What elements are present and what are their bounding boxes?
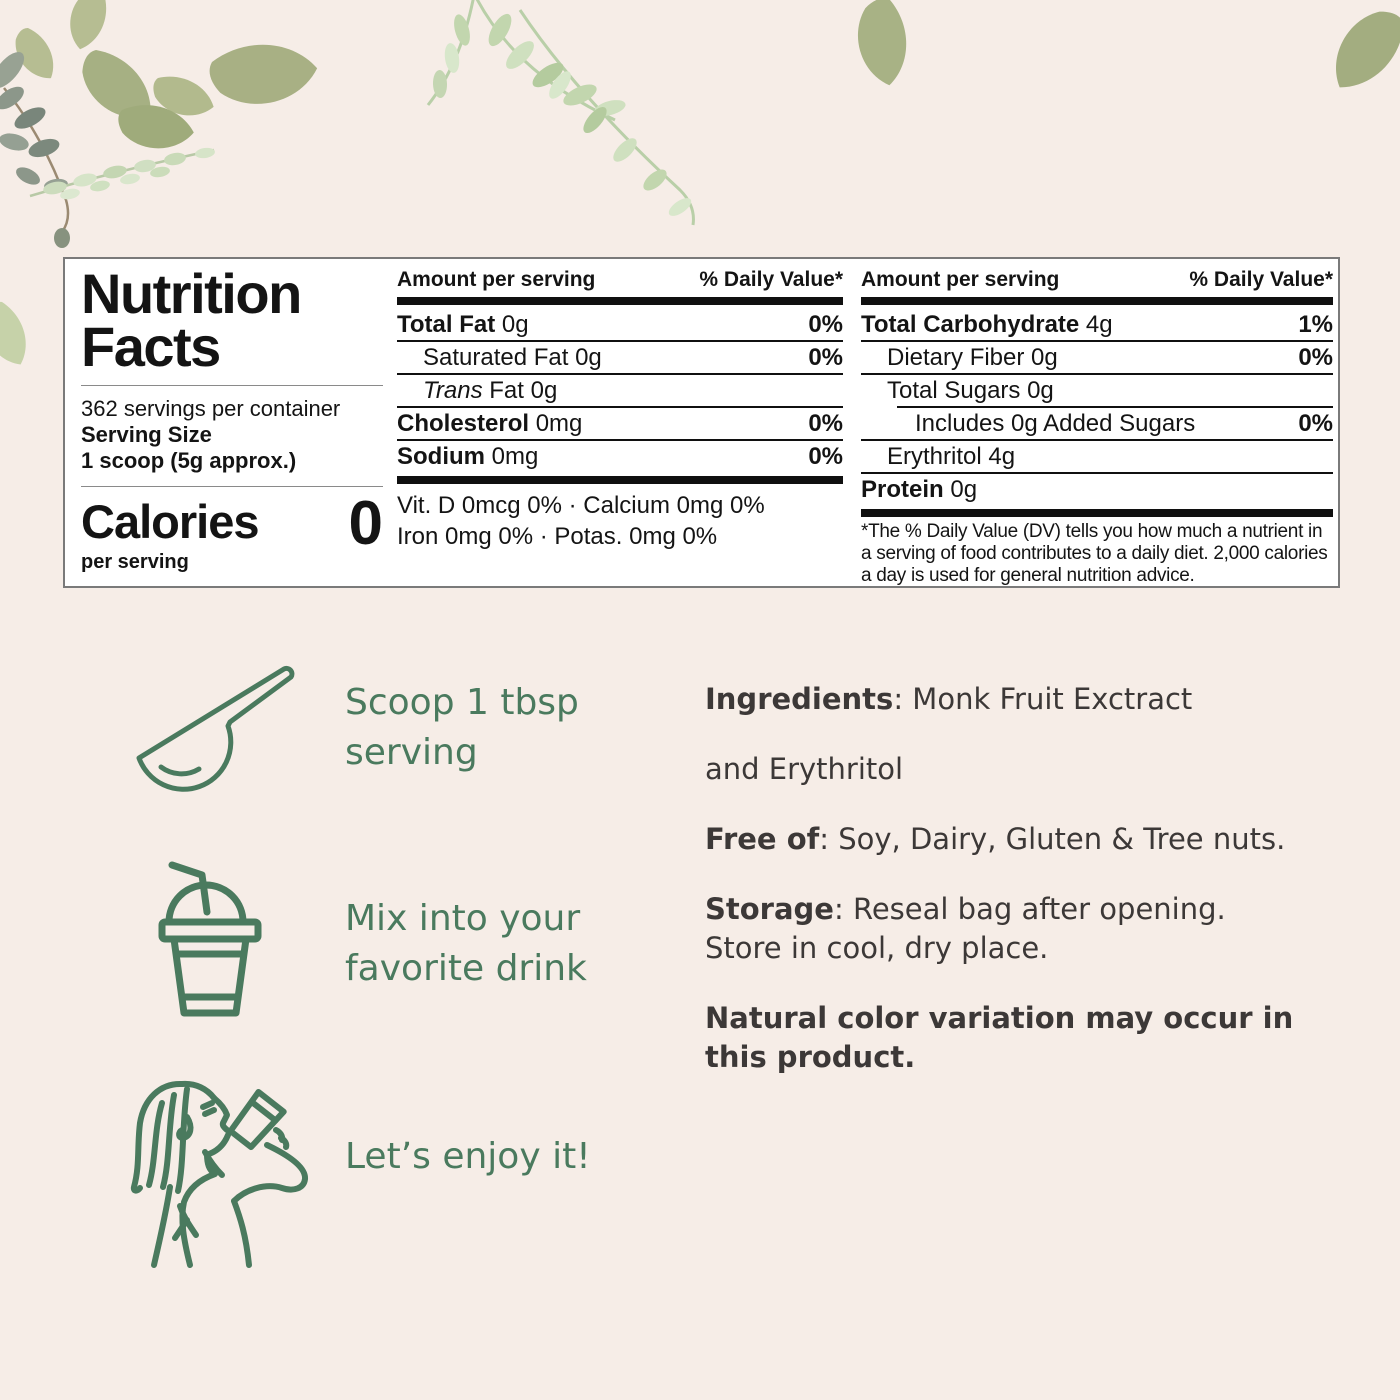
step-line: Mix into your — [345, 898, 581, 939]
daily-value-footnote: *The % Daily Value (DV) tells you how much a nutrient in a serving of food contributes to a daily diet. 2,000 calories a day is used for general nutrition advice. — [861, 521, 1328, 586]
daily-value-label: % Daily Value* — [699, 268, 843, 291]
step-line: Let’s enjoy it! — [345, 1136, 591, 1177]
color-variation-paragraph — [705, 999, 1305, 1077]
scoop-icon — [95, 650, 315, 810]
thick-bar — [397, 297, 843, 305]
leaf — [0, 298, 31, 370]
ingredients-paragraph — [705, 680, 1305, 719]
leaf — [854, 0, 911, 86]
serving-size-value: 1 scoop (5g approx.) — [81, 448, 297, 473]
nutrition-facts-right-column — [861, 267, 1333, 587]
servings-per-container: 362 servings per container — [81, 396, 341, 421]
step-label-enjoy — [345, 1132, 591, 1182]
nutrient-row: Total Sugars 0g — [887, 377, 1054, 404]
leaf — [1315, 0, 1400, 98]
step-line: favorite drink — [345, 948, 587, 989]
nutrient-row: Cholesterol 0mg 0% — [397, 410, 843, 437]
title-line1: Nutrition — [81, 262, 301, 325]
gray-eucalyptus-branch — [0, 47, 70, 248]
ingredients-text: : Monk Fruit Exctract — [893, 682, 1193, 716]
step-line: Scoop 1 tbsp — [345, 682, 579, 723]
nutrition-facts-left-column — [397, 267, 843, 552]
nutrient-rows — [397, 309, 843, 472]
leaf — [58, 0, 117, 54]
free-of-paragraph — [705, 820, 1305, 859]
storage-label: Storage — [705, 892, 834, 926]
nutrition-facts-title — [81, 262, 383, 378]
nutrient-row: Includes 0g Added Sugars 0% — [915, 410, 1333, 437]
storage-text: : Reseal bag after opening. Store in cool, dry place. — [705, 892, 1226, 965]
nutrient-row: Trans Fat 0g — [423, 377, 558, 404]
ingredients-label: Ingredients — [705, 682, 894, 716]
nutrient-row: Saturated Fat 0g 0% — [423, 344, 843, 371]
woman-drinking-icon — [110, 1075, 340, 1275]
divider — [81, 486, 383, 487]
drink-cup-icon — [140, 850, 280, 1020]
nutrient-row: Erythritol 4g — [887, 443, 1016, 470]
calories-value: 0 — [348, 489, 383, 558]
free-of-text: : Soy, Dairy, Gluten & Tree nuts. — [819, 822, 1286, 856]
step-label-mix — [345, 894, 587, 994]
divider — [81, 385, 383, 386]
nutrient-row: Protein 0g — [861, 476, 978, 503]
serving-size-label: Serving Size — [81, 422, 212, 447]
amount-per-serving-label: Amount per serving — [397, 268, 596, 291]
thick-bar — [397, 476, 843, 484]
serving-info — [81, 396, 383, 474]
ingredients-text2: and Erythritol — [705, 752, 904, 786]
free-of-label: Free of — [705, 822, 820, 856]
calories-label: Calories — [81, 495, 259, 548]
ingredients-continued — [705, 750, 1305, 789]
vitamins-line2: Iron 0mg 0% · Potas. 0mg 0% — [397, 523, 718, 550]
product-info-column — [705, 680, 1305, 1108]
step-line: serving — [345, 732, 478, 773]
color-variation-text: Natural color variation may occur in this product. — [705, 1001, 1294, 1074]
nutrient-row: Dietary Fiber 0g 0% — [887, 344, 1333, 371]
green-eucalyptus-cluster — [428, 0, 694, 225]
vitamins-block — [397, 490, 843, 552]
nutrient-row: Sodium 0mg 0% — [397, 443, 843, 470]
thick-bar — [861, 509, 1333, 517]
thick-bar — [861, 297, 1333, 305]
column-header — [861, 267, 1333, 293]
pale-eucalyptus-sprig — [30, 147, 216, 201]
vitamins-line1: Vit. D 0mcg 0% · Calcium 0mg 0% — [397, 492, 765, 519]
calories-row — [81, 489, 383, 558]
nutrient-rows — [861, 309, 1333, 505]
title-line2: Facts — [81, 315, 220, 378]
daily-value-label: % Daily Value* — [1189, 268, 1333, 291]
step-label-scoop — [345, 678, 579, 778]
nutrition-facts-summary-column — [81, 262, 383, 573]
nutrient-row: Total Carbohydrate 4g 1% — [861, 311, 1333, 338]
nutrition-facts-panel — [63, 257, 1340, 588]
calories-per-serving: per serving — [81, 551, 189, 573]
storage-paragraph — [705, 890, 1305, 968]
amount-per-serving-label: Amount per serving — [861, 268, 1060, 291]
leaf — [206, 37, 320, 112]
nutrient-row: Total Fat 0g 0% — [397, 311, 843, 338]
column-header — [397, 267, 843, 293]
